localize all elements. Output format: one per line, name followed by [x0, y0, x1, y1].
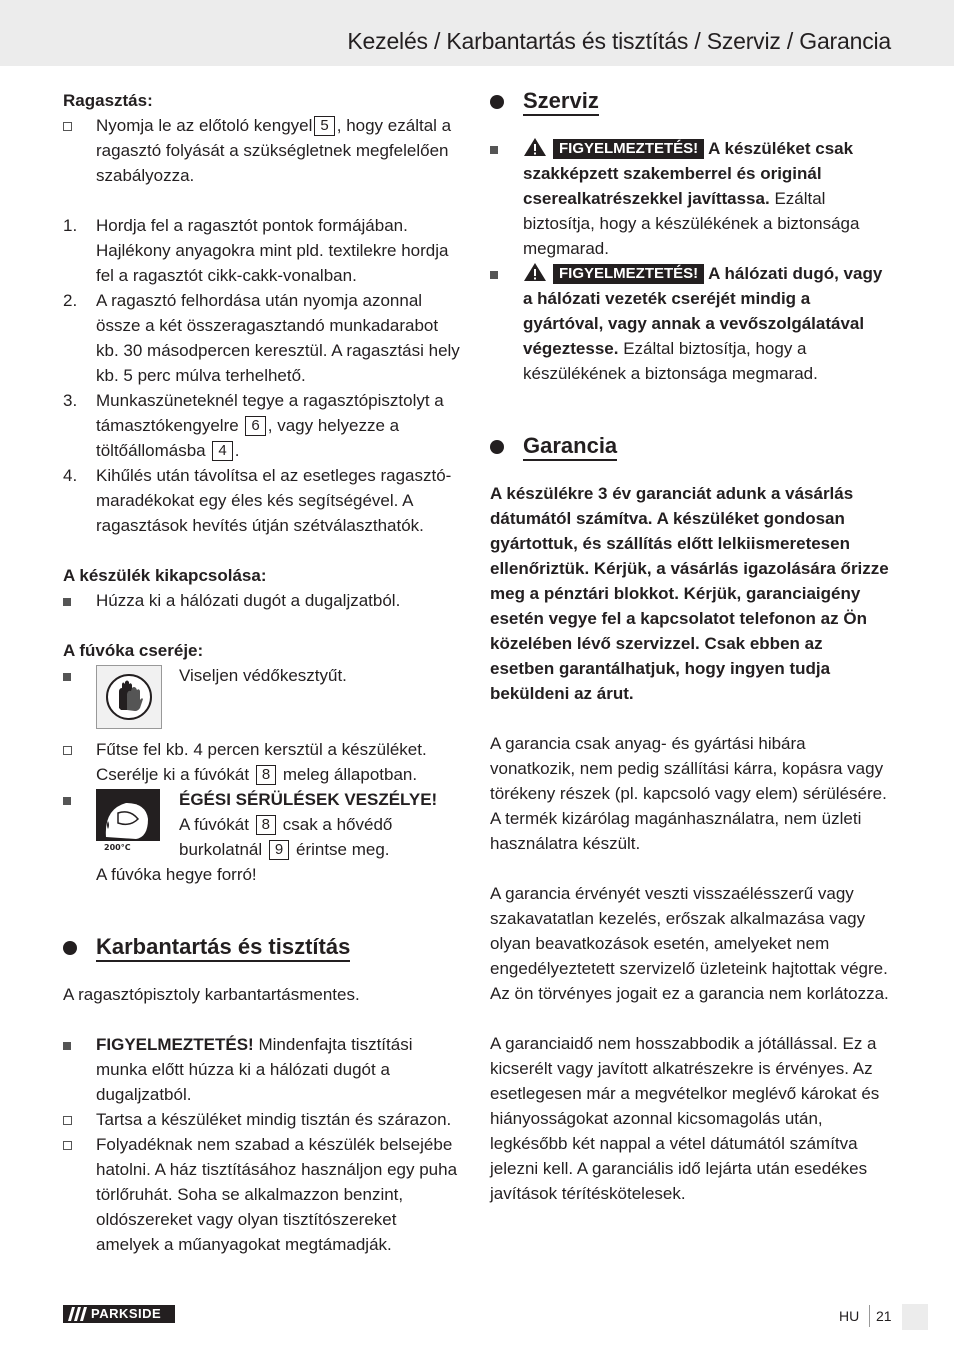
filled-square-bullet-icon — [63, 797, 71, 805]
ref-number: 6 — [245, 416, 265, 436]
burn-warning: 200°C ÉGÉSI SÉRÜLÉSEK VESZÉLYE! A fúvókát 8 csak a hővédő burkolatnál 9 érintse meg. — [63, 787, 463, 862]
gloves-bullet: Viseljen védőkesztyűt. — [63, 663, 463, 729]
logo-stripes-icon — [66, 1305, 92, 1323]
maintenance-item: Folyadéknak nem szabad a készülék belsejébe hatolni. A ház tisztításához használjon egy puha törlőruhát. Soha se alkalmazzon benzint, oldószereket vagy olyan tisztítószereket amelyek a műanyagokat megtámadják. — [63, 1132, 463, 1257]
maintenance-intro: A ragasztópisztoly karbantartásmentes. — [63, 985, 360, 1004]
open-square-bullet-icon — [63, 1116, 72, 1125]
open-square-bullet-icon — [63, 1141, 72, 1150]
open-square-bullet-icon — [63, 746, 72, 755]
warning-label: FIGYELMEZTETÉS! — [553, 139, 704, 159]
step-item: 3. Munkaszüneteknél tegye a ragasztópisztolyt a támasztókengyelre 6 , vagy helyezze a töltőállomásba 4 . — [63, 391, 444, 460]
right-column — [490, 86, 890, 1206]
bullet-dot-icon — [63, 941, 77, 955]
open-square-bullet-icon — [63, 122, 72, 131]
ref-number: 5 — [314, 116, 334, 136]
warranty-paragraph: A garanciaidő nem hosszabbodik a jótállással. Ez a kicserélt vagy javított alkatrészekre is érvényes. Az esetlegesen már a megvételkor meglévő károkat és hiányosságokat azonnal kicsomagolás után, legkésőbb két nappal a vétel dátumától számítva jelezni kell. A garanciális idő lejárta után esedékes javítások térítéskötelesek. — [490, 1034, 880, 1203]
gluing-bullet: Nyomja le az előtoló kengyel 5 , hogy ezáltal a ragasztó folyását a szükségletnek megfelelően szabályozza. — [63, 113, 463, 188]
switch-off-heading: A készülék kikapcsolása: — [63, 566, 267, 585]
parkside-logo: PARKSIDE — [63, 1305, 175, 1323]
step-item: 4. Kihűlés után távolítsa el az esetleges ragasztó-maradékokat egy éles kés segítségével. A ragasztások hevítés útján szétválaszthatók. — [63, 466, 452, 535]
step-item: 1. Hordja fel a ragasztót pontok formájában. Hajlékony anyagokra mint pld. textilekre hordja fel a ragasztót cikk-cakk-vonalban. — [63, 216, 449, 285]
filled-square-bullet-icon — [63, 598, 71, 606]
hot-surface-icon — [96, 789, 160, 851]
warranty-bold-paragraph: A készülékre 3 év garanciát adunk a vásárlás dátumától számítva. A készüléket gondosan gyártottuk, és szállítás előtt lelkiismeretesen ellenőriztük. Kérjük, a vásárlás igazolására őrizze meg a pénztári blokkot. Kérjük, garanciaigény esetén vegye fel a kapcsolatot telefonon az Ön közelében lévő szervizzel. Csak ebben az esetben garantálhatjuk, hogy ingyen tudja beküldeni az árut. — [490, 484, 889, 703]
footer-tab — [902, 1304, 928, 1330]
warranty-paragraph: A garancia csak anyag- és gyártási hibára vonatkozik, nem pedig szállítási kárra, kopásra vagy törékeny részek (pl. kapcsoló vagy elem) sérülésére. A termék kizárólag magánhasználatra, nem üzleti használatra készült. — [490, 734, 887, 853]
page-header — [0, 0, 954, 66]
gluing-heading: Ragasztás: — [63, 91, 153, 110]
step-item: 2. A ragasztó felhordása után nyomja azonnal össze a két összeragasztandó munkadarabot kb. 30 másodpercen keresztül. A ragasztási hely kb. 5 perc múlva terhelhető. — [63, 291, 460, 385]
switch-off-bullet: Húzza ki a hálózati dugót a dugaljzatból. — [63, 588, 463, 613]
ref-number: 8 — [256, 765, 276, 785]
page-title: Kezelés / Karbantartás és tisztítás / Szerviz / Garancia — [347, 28, 891, 54]
footer-divider — [869, 1305, 870, 1327]
page-number: 21 — [876, 1308, 892, 1324]
gloves-icon — [96, 665, 162, 729]
filled-square-bullet-icon — [490, 271, 498, 279]
filled-square-bullet-icon — [63, 1042, 71, 1050]
warranty-heading: Garancia — [490, 431, 890, 461]
bullet-dot-icon — [490, 95, 504, 109]
ref-number: 9 — [269, 840, 289, 860]
warning-triangle-icon — [523, 137, 547, 157]
warning-label: FIGYELMEZTETÉS! — [553, 264, 704, 284]
left-column — [63, 88, 463, 1257]
service-heading: Szerviz — [490, 86, 890, 116]
language-code: HU — [839, 1308, 860, 1324]
bullet-dot-icon — [490, 440, 504, 454]
ref-number: 4 — [212, 441, 232, 461]
warranty-paragraph: A garancia érvényét veszti visszaélésszerű vagy szakavatatlan kezelés, erőszak alkalmazása vagy olyan beavatkozások esetén, amelyeket nem engedélyeztetett szervizelő üzleteink hajtottak végre. Az ön törvényes jogait ez a garancia nem korlátozza. — [490, 884, 889, 1003]
heat-bullet: Fűtse fel kb. 4 percen kersztül a készüléket. Cserélje ki a fúvókát 8 meleg állapotban. — [63, 737, 463, 787]
warning-triangle-icon — [523, 262, 547, 282]
svg-text:200°C: 200°C — [104, 843, 131, 851]
maintenance-item: Tartsa a készüléket mindig tisztán és szárazon. — [63, 1107, 463, 1132]
ref-number: 8 — [256, 815, 276, 835]
maintenance-heading: Karbantartás és tisztítás — [63, 932, 463, 962]
hot-tip-note: A fúvóka hegye forró! — [96, 865, 257, 884]
service-warning: FIGYELMEZTETÉS! A hálózati dugó, vagy a hálózati vezeték cseréjét mindig a gyártóval, vagy annak a vevőszolgálatával végeztesse. Ezáltal biztosítja, hogy a készülékének a biztonsága megmarad. — [490, 261, 890, 386]
filled-square-bullet-icon — [63, 673, 71, 681]
service-warning: FIGYELMEZTETÉS! A készüléket csak szakképzett szakemberrel és originál cserealkatrészekkel javíttassa. Ezáltal biztosítja, hogy a készülékének a biztonsága megmarad. — [490, 136, 890, 261]
nozzle-heading: A fúvóka cseréje: — [63, 641, 204, 660]
filled-square-bullet-icon — [490, 146, 498, 154]
maintenance-warning: FIGYELMEZTETÉS! Mindenfajta tisztítási munka előtt húzza ki a hálózati dugót a dugaljzatból. — [63, 1032, 463, 1107]
